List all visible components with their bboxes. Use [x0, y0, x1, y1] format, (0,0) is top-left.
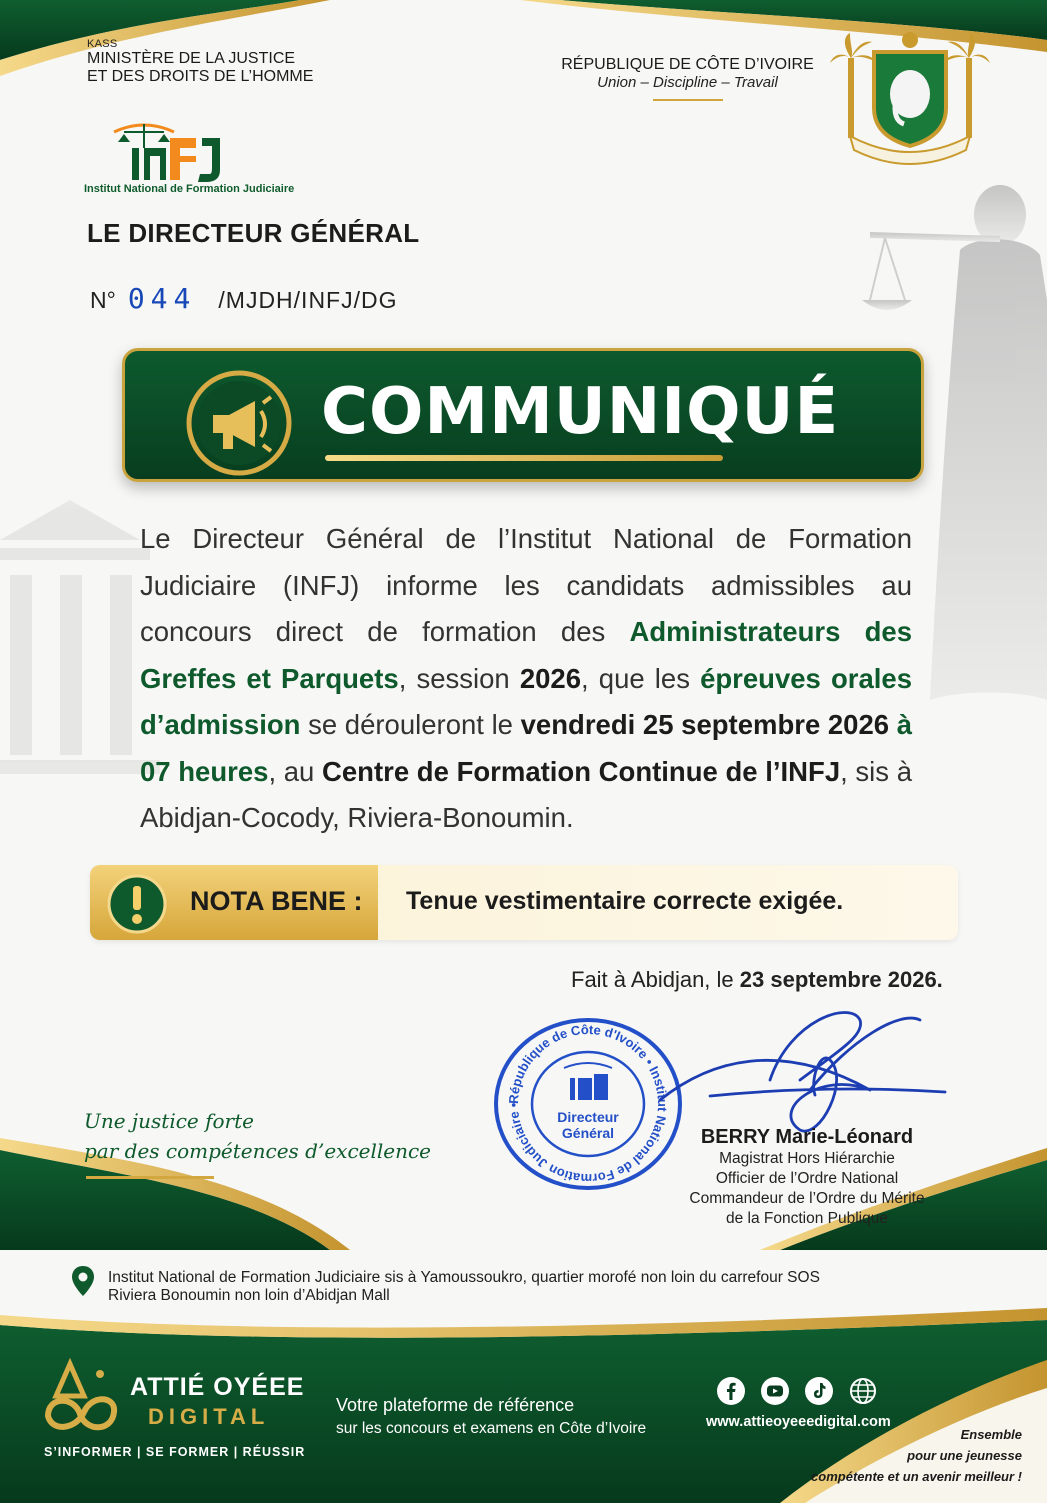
ref-prefix: N°	[90, 287, 116, 313]
body-text-6: , sis à Abidjan-Cocody, Riviera-Bonoumin.	[140, 755, 913, 833]
stamp-center-line-1: Directeur	[557, 1109, 619, 1125]
slogan-line-2: par des compétences d’excellence	[84, 1139, 432, 1163]
banner-title: COMMUNIQUÉ	[321, 375, 840, 449]
body-bold-1: 2026	[519, 662, 582, 694]
attie-oyeee-logo-icon	[40, 1356, 126, 1436]
address-text	[108, 1269, 820, 1305]
stamp-ring-text: République de Côte d'Ivoire • Institut National de Formation Judiciaire •	[505, 1021, 671, 1187]
brand-name: ATTIÉ OYÉEE	[130, 1373, 305, 1401]
globe-icon[interactable]	[848, 1376, 878, 1406]
nota-bene-label: NOTA BENE :	[190, 886, 363, 916]
slogan-line-1: Une justice forte	[84, 1109, 254, 1133]
ministry-line-1: MINISTÈRE DE LA JUSTICE	[87, 50, 296, 67]
coat-of-arms-icon	[830, 28, 990, 168]
nota-bene-box	[90, 865, 958, 940]
date-prefix: Fait à Abidjan, le	[571, 967, 740, 992]
signer-block	[682, 1126, 932, 1229]
website-link[interactable]: www.attieoyeeedigital.com	[706, 1414, 891, 1430]
brand-tagline: S’INFORMER | SE FORMER | RÉUSSIR	[44, 1445, 306, 1459]
signer-title-4: de la Fonction Publique	[725, 1210, 888, 1227]
slogan-underline	[86, 1176, 214, 1179]
closing-slogan	[800, 1424, 1022, 1487]
motto-underline	[653, 99, 723, 101]
ministry-line-2: ET DES DROITS DE L’HOMME	[87, 68, 314, 85]
stamp-infj-mark	[564, 1063, 612, 1100]
signer-title-1: Magistrat Hors Hiérarchie	[719, 1150, 895, 1167]
ref-number: 044	[127, 282, 197, 315]
platform-subtitle: sur les concours et examens en Côte d’Ivoire	[336, 1420, 647, 1437]
signer-title-2: Officier de l’Ordre National	[715, 1170, 899, 1187]
youtube-icon[interactable]	[760, 1376, 790, 1406]
signer-title-3: Commandeur de l’Ordre du Mérite	[689, 1190, 925, 1207]
body-bold-2: vendredi 25 septembre 2026	[520, 709, 890, 740]
body-text-2: , session	[398, 662, 520, 694]
handwritten-signature	[650, 1000, 950, 1140]
facebook-icon[interactable]	[716, 1376, 746, 1406]
republic-block	[560, 56, 815, 101]
ref-suffix: /MJDH/INFJ/DG	[218, 287, 398, 313]
reference-number	[90, 282, 398, 315]
date-value: 23 septembre 2026.	[739, 967, 943, 992]
signer-name: BERRY Marie-Léonard	[700, 1126, 914, 1148]
ministry-block	[87, 38, 447, 86]
kass-label: KASS	[87, 38, 118, 50]
ministry-name	[87, 50, 447, 86]
megaphone-icon	[185, 369, 293, 477]
national-motto: Union – Discipline – Travail	[597, 74, 778, 91]
body-bold-3: Centre de Formation Continue de l’INFJ	[322, 755, 841, 787]
closing-slogan-line-1: Ensemble	[960, 1427, 1022, 1442]
body-highlight-1: Administrateurs des Greffes et Parquets	[140, 616, 912, 694]
stamp-center-line-2: Général	[561, 1125, 615, 1141]
social-links	[716, 1376, 878, 1406]
body-highlight-3: à 07 heures	[140, 709, 913, 787]
body-highlight-2: épreuves orales d’admission	[140, 662, 912, 740]
director-general-heading: LE DIRECTEUR GÉNÉRAL	[87, 218, 420, 248]
address-line-1: Institut National de Formation Judiciaire sis à Yamoussoukro, quartier morofé non loin du carrefour SOS	[108, 1269, 820, 1286]
body-text-1: Le Directeur Général de l’Institut National de Formation Judiciaire (INFJ) informe les candidats admissibles au concours direct de formation des	[140, 523, 912, 647]
communique-body	[140, 516, 912, 842]
slogan	[84, 1106, 431, 1166]
body-text-4: se dérouleront le	[300, 709, 521, 740]
institute-name: Institut National de Formation Judiciaire	[84, 183, 295, 195]
brand-subname: DIGITAL	[148, 1404, 270, 1429]
communique-banner	[122, 348, 924, 482]
body-text-3: , que les	[581, 662, 701, 694]
platform-title: Votre plateforme de référence	[336, 1395, 575, 1415]
republic-name: RÉPUBLIQUE DE CÔTE D’IVOIRE	[561, 56, 814, 73]
date-line	[571, 967, 943, 993]
tiktok-icon[interactable]	[804, 1376, 834, 1406]
nota-bene-text: Tenue vestimentaire correcte exigée.	[406, 887, 844, 915]
exclamation-icon	[106, 873, 168, 935]
address-line-2: Riviera Bonoumin non loin d’Abidjan Mall	[108, 1287, 390, 1304]
body-text-5: , au	[268, 755, 323, 787]
location-pin-icon	[72, 1266, 94, 1296]
closing-slogan-line-3: compétente et un avenir meilleur !	[811, 1469, 1022, 1484]
closing-slogan-line-2: pour une jeunesse	[907, 1448, 1022, 1463]
banner-underline	[325, 455, 723, 461]
